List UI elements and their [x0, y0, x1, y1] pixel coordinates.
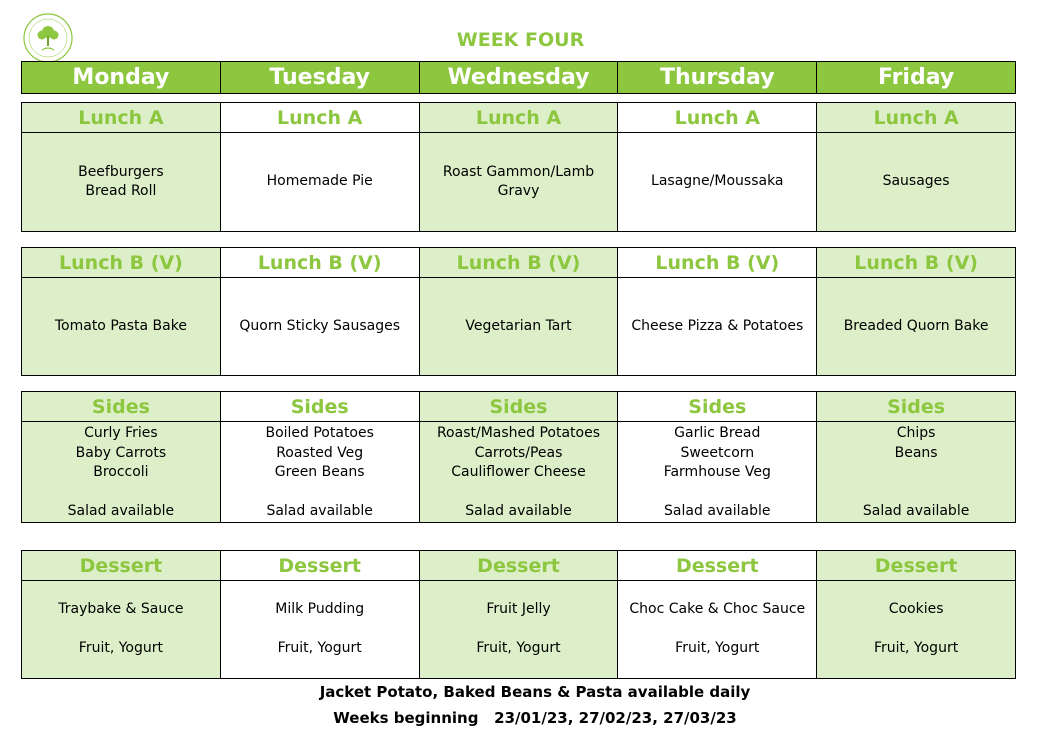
lunch-b-thursday: Cheese Pizza & Potatoes — [618, 278, 817, 376]
salad-note: Salad available — [465, 503, 572, 519]
menu-item: Garlic Bread — [674, 425, 761, 441]
dessert-tuesday — [220, 581, 419, 679]
menu-item: Milk Pudding — [275, 601, 365, 618]
fruit-yogurt-note: Fruit, Yogurt — [675, 640, 760, 657]
dessert-heading: Dessert — [618, 551, 817, 581]
sides-heading: Sides — [22, 392, 221, 422]
dessert-heading: Dessert — [22, 551, 221, 581]
fruit-yogurt-note: Fruit, Yogurt — [277, 640, 362, 657]
daily-availability-note: Jacket Potato, Baked Beans & Pasta available daily — [319, 683, 751, 701]
menu-item: Baby Carrots — [75, 444, 167, 461]
menu-item: Cookies — [888, 601, 944, 618]
menu-item: Beans — [894, 444, 938, 461]
sides-heading: Sides — [817, 392, 1016, 422]
menu-item: Roasted Veg — [276, 444, 364, 461]
lunch-a-wednesday — [419, 133, 618, 232]
fruit-yogurt-note: Fruit, Yogurt — [78, 640, 163, 657]
sides-table — [21, 391, 1016, 523]
menu-item: Carrots/Peas — [474, 444, 563, 461]
menu-item: Fruit Jelly — [486, 601, 551, 618]
dessert-wednesday — [419, 581, 618, 679]
fruit-yogurt-note: Fruit, Yogurt — [873, 640, 959, 657]
salad-note: Salad available — [862, 503, 970, 519]
day-thursday: Thursday — [618, 62, 817, 94]
lunch-a-heading: Lunch A — [618, 103, 817, 133]
lunch-b-heading: Lunch B (V) — [419, 248, 618, 278]
dessert-heading: Dessert — [817, 551, 1016, 581]
lunch-a-heading: Lunch A — [817, 103, 1016, 133]
page-title: WEEK FOUR — [456, 29, 585, 51]
day-tuesday: Tuesday — [220, 62, 419, 94]
menu-item: Gravy — [497, 183, 540, 199]
day-wednesday: Wednesday — [419, 62, 618, 94]
salad-note: Salad available — [664, 503, 771, 519]
sides-tuesday — [220, 422, 419, 523]
lunch-b-tuesday: Quorn Sticky Sausages — [220, 278, 419, 376]
menu-item: Homemade Pie — [266, 173, 373, 190]
lunch-b-wednesday: Vegetarian Tart — [419, 278, 618, 376]
menu-item: Sausages — [882, 173, 950, 190]
dessert-thursday — [618, 581, 817, 679]
sides-heading: Sides — [220, 392, 419, 422]
sides-friday — [817, 422, 1016, 523]
dessert-heading: Dessert — [220, 551, 419, 581]
lunch-a-thursday — [618, 133, 817, 232]
lunch-a-heading: Lunch A — [220, 103, 419, 133]
fruit-yogurt-note: Fruit, Yogurt — [476, 640, 561, 657]
menu-item: Cauliflower Cheese — [451, 464, 586, 480]
menu-item: Farmhouse Veg — [663, 464, 771, 480]
weeks-beginning-note: Weeks beginning 23/01/23, 27/02/23, 27/03/23 — [333, 709, 737, 727]
salad-note: Salad available — [67, 503, 175, 519]
dessert-monday — [22, 581, 221, 679]
day-header-table — [21, 61, 1016, 94]
lunch-b-monday: Tomato Pasta Bake — [22, 278, 221, 376]
dessert-heading: Dessert — [419, 551, 618, 581]
menu-item: Beefburgers — [78, 163, 164, 180]
lunch-b-friday: Breaded Quorn Bake — [817, 278, 1016, 376]
sides-heading: Sides — [419, 392, 618, 422]
menu-item: Choc Cake & Choc Sauce — [629, 601, 806, 618]
lunch-b-heading: Lunch B (V) — [618, 248, 817, 278]
dessert-friday — [817, 581, 1016, 679]
lunch-b-table — [21, 247, 1016, 376]
menu-item: Green Beans — [274, 464, 365, 480]
lunch-b-heading: Lunch B (V) — [220, 248, 419, 278]
menu-item: Broccoli — [93, 464, 149, 480]
menu-item: Roast/Mashed Potatoes — [436, 425, 601, 441]
dessert-table — [21, 550, 1016, 679]
menu-item: Lasagne/Moussaka — [651, 173, 784, 190]
sides-heading: Sides — [618, 392, 817, 422]
sides-monday — [22, 422, 221, 523]
sides-wednesday — [419, 422, 618, 523]
salad-note: Salad available — [266, 503, 373, 519]
lunch-a-tuesday — [220, 133, 419, 232]
menu-item: Roast Gammon/Lamb — [442, 163, 595, 180]
sides-thursday — [618, 422, 817, 523]
menu-item: Sweetcorn — [680, 444, 755, 461]
menu-item: Curly Fries — [84, 425, 158, 441]
lunch-a-heading: Lunch A — [22, 103, 221, 133]
lunch-b-heading: Lunch B (V) — [22, 248, 221, 278]
menu-item: Chips — [896, 425, 936, 441]
menu-item: Traybake & Sauce — [58, 601, 184, 618]
lunch-b-heading: Lunch B (V) — [817, 248, 1016, 278]
menu-item: Bread Roll — [85, 183, 157, 199]
lunch-a-table — [21, 102, 1016, 232]
lunch-a-heading: Lunch A — [419, 103, 618, 133]
day-friday: Friday — [817, 62, 1016, 94]
day-monday: Monday — [22, 62, 221, 94]
menu-item: Boiled Potatoes — [265, 425, 374, 441]
lunch-a-monday — [22, 133, 221, 232]
lunch-a-friday — [817, 133, 1016, 232]
